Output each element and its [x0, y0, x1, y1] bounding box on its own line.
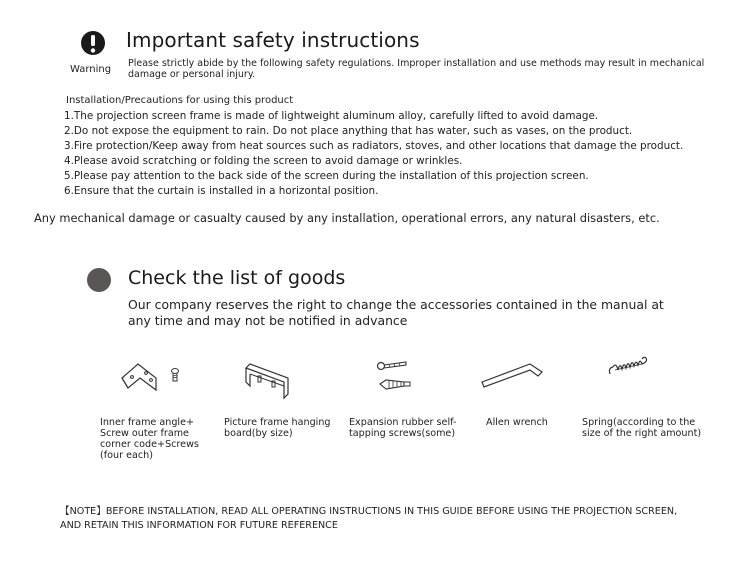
- section-bullet-icon: [87, 268, 111, 292]
- frame-corner-and-screw-icon: [118, 356, 188, 400]
- safety-intro: Please strictly abide by the following safety regulations. Improper installation and use methods may result in mechanical damage or personal injury.: [128, 58, 705, 80]
- expansion-screw-icon: [372, 356, 416, 396]
- precaution-item: 3.Fire protection/Keep away from heat sources such as radiators, stoves, and other locations that damage the product.: [64, 140, 684, 152]
- footer-note-line2: AND RETAIN THIS INFORMATION FOR FUTURE REFERENCE: [60, 520, 338, 531]
- item-label: Inner frame angle+ Screw outer frame corner code+Screws (four each): [100, 417, 199, 461]
- safety-title: Important safety instructions: [126, 28, 420, 52]
- precaution-item: 1.The projection screen frame is made of lightweight aluminum alloy, carefully lifted to avoid damage.: [64, 110, 599, 122]
- precaution-item: 6.Ensure that the curtain is installed in a horizontal position.: [64, 185, 379, 197]
- item-label: Expansion rubber self-tapping screws(some): [349, 417, 457, 439]
- warning-label: Warning: [70, 64, 112, 75]
- precautions-list: [64, 109, 683, 199]
- goods-note: Our company reserves the right to change the accessories contained in the manual at any time and may not be notified in advance: [128, 297, 664, 328]
- precaution-item: 5.Please pay attention to the back side of the screen during the installation of this projection screen.: [64, 170, 589, 182]
- hanging-board-icon: [242, 356, 294, 402]
- item-label: Allen wrench: [486, 417, 548, 428]
- disclaimer: Any mechanical damage or casualty caused by any installation, operational errors, any natural disasters, etc.: [34, 211, 660, 225]
- item-label: Spring(according to the size of the right amount): [582, 417, 702, 439]
- precautions-title: Installation/Precautions for using this product: [66, 95, 294, 106]
- spring-icon: [606, 356, 652, 388]
- allen-wrench-icon: [480, 356, 546, 396]
- warning-exclamation-icon: [80, 30, 106, 58]
- item-label: Picture frame hanging board(by size): [224, 417, 331, 439]
- footer-note-line1: 【NOTE】BEFORE INSTALLATION, READ ALL OPERATING INSTRUCTIONS IN THIS GUIDE BEFORE USING THE PROJECTION SCREEN,: [60, 506, 678, 517]
- precaution-item: 4.Please avoid scratching or folding the screen to avoid damage or wrinkles.: [64, 155, 463, 167]
- goods-title: Check the list of goods: [128, 267, 346, 289]
- precaution-item: 2.Do not expose the equipment to rain. Do not place anything that has water, such as vases, on the product.: [64, 125, 633, 137]
